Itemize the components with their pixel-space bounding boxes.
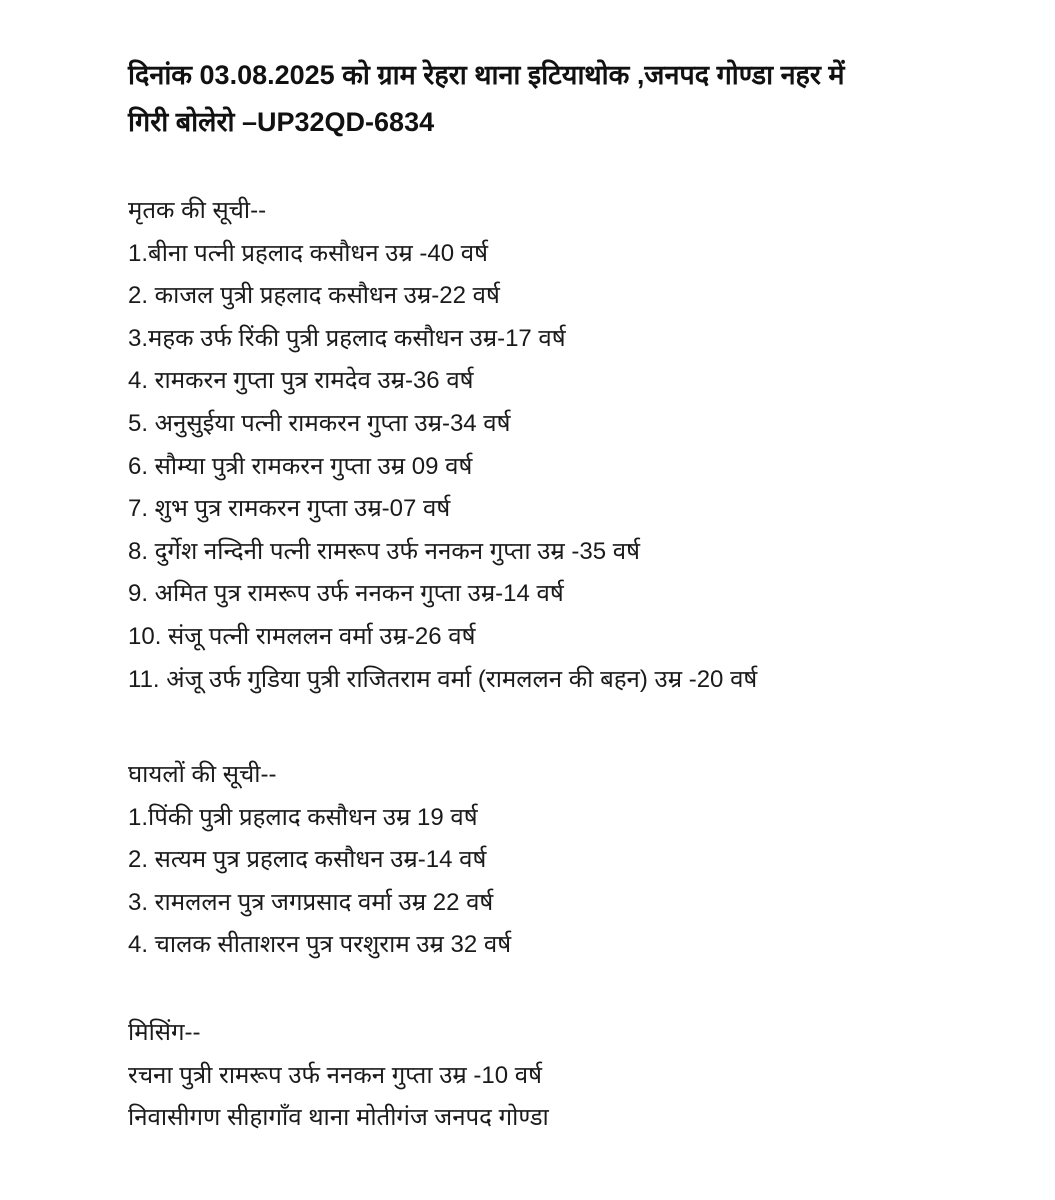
missing-list-section [128, 1012, 1028, 1140]
list-item: 2. काजल पुत्री प्रहलाद कसौधन उम्र-22 वर्ष [128, 282, 500, 310]
list-item: 4. चालक सीताशरन पुत्र परशुराम उम्र 32 वर्ष [128, 931, 512, 959]
list-item: 5. अनुसुईया पत्नी रामकरन गुप्ता उम्र-34 वर्ष [128, 409, 511, 437]
missing-list-title: मिसिंग-- [128, 1019, 201, 1046]
document-heading [128, 52, 1008, 146]
list-item: 4. रामकरन गुप्ता पुत्र रामदेव उम्र-36 वर्ष [128, 367, 474, 395]
list-item: 2. सत्यम पुत्र प्रहलाद कसौधन उम्र-14 वर्ष [128, 846, 487, 874]
heading-line-2: गिरी बोलेरो –UP32QD-6834 [128, 107, 435, 137]
deceased-list-section [128, 190, 1028, 701]
list-item: 8. दुर्गेश नन्दिनी पत्नी रामरूप उर्फ ननकन गुप्ता उम्र -35 वर्ष [128, 537, 640, 565]
injured-list-section [128, 754, 1028, 967]
injured-list-title: घायलों की सूची-- [128, 761, 277, 788]
list-item: 1.पिंकी पुत्री प्रहलाद कसौधन उम्र 19 वर्ष [128, 803, 478, 831]
list-item: 11. अंजू उर्फ गुडिया पुत्री राजितराम वर्मा (रामललन की बहन) उम्र -20 वर्ष [128, 665, 758, 693]
list-item: 7. शुभ पुत्र रामकरन गुप्ता उम्र-07 वर्ष [128, 495, 451, 523]
list-item: 1.बीना पत्नी प्रहलाद कसौधन उम्र -40 वर्ष [128, 239, 489, 267]
list-item: 10. संजू पत्नी रामललन वर्मा उम्र-26 वर्ष [128, 622, 476, 650]
heading-line-1: दिनांक 03.08.2025 को ग्राम रेहरा थाना इटियाथोक ,जनपद गोण्डा नहर में [128, 60, 845, 90]
list-item: 6. सौम्या पुत्री रामकरन गुप्ता उम्र 09 वर्ष [128, 452, 473, 480]
list-item: 3. रामललन पुत्र जगप्रसाद वर्मा उम्र 22 वर्ष [128, 888, 494, 916]
list-item: 9. अमित पुत्र रामरूप उर्फ ननकन गुप्ता उम्र-14 वर्ष [128, 580, 564, 608]
list-item: रचना पुत्री रामरूप उर्फ ननकन गुप्ता उम्र -10 वर्ष [128, 1061, 542, 1089]
list-item: 3.महक उर्फ रिंकी पुत्री प्रहलाद कसौधन उम्र-17 वर्ष [128, 324, 566, 352]
residence-note: निवासीगण सीहागाँव थाना मोतीगंज जनपद गोण्डा [128, 1104, 549, 1132]
deceased-list-title: मृतक की सूची-- [128, 197, 267, 224]
